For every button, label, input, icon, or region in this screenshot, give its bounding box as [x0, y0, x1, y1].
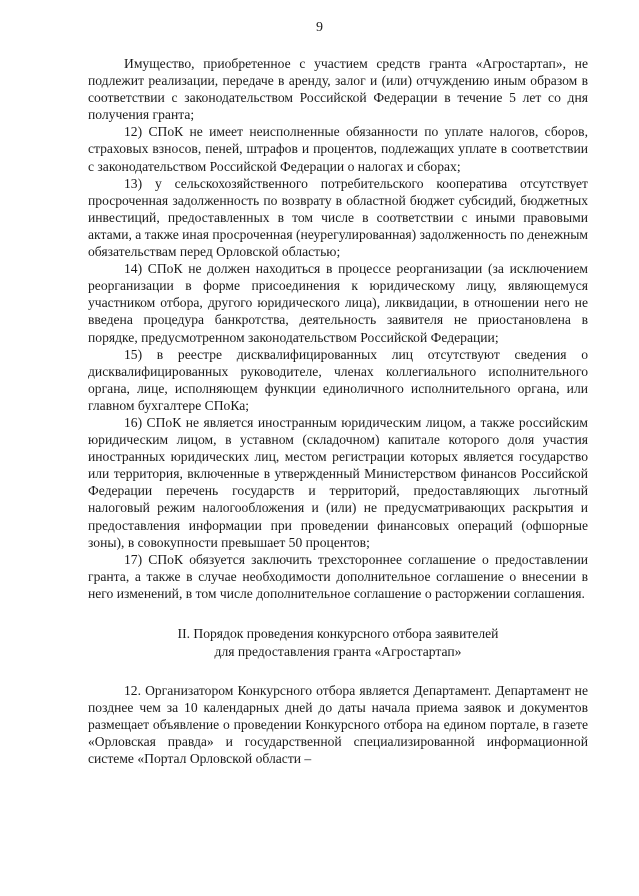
- paragraph-clause-12: 12. Организатором Конкурсного отбора является Департамент. Департамент не позднее чем за 10 календарных дней до даты начала приема заявок и документов размещает объявление о проведении Конкурсного отбора на едином портале, в газете «Орловская правда» и государственной специализированной информационной системе «Портал Орловской области –: [88, 683, 588, 767]
- paragraph-item-13: 13) у сельскохозяйственного потребительского кооператива отсутствует просроченная задолженность по возврату в областной бюджет субсидий, бюджетных инвестиций, предоставленных в том числе в соответствии с иными правовыми актами, а также иная просроченная (неурегулированная) задолженность по денежным обязательствам перед Орловской областью;: [88, 175, 588, 260]
- paragraph-property-restriction: Имущество, приобретенное с участием средств гранта «Агростартап», не подлежит реализации, передаче в аренду, залог и (или) отчуждению иным образом в соответствии с законодательством Российской Федерации в течение 5 лет со дня получения гранта;: [88, 56, 588, 123]
- section-heading-line-1: II. Порядок проведения конкурсного отбора заявителей: [177, 626, 499, 641]
- paragraph-item-12: 12) СПоК не имеет неисполненные обязанности по уплате налогов, сборов, страховых взносов, пеней, штрафов и процентов, подлежащих уплате в соответствии с законодательством Российской Федерации о налогах и сборах;: [88, 124, 588, 174]
- paragraph-item-14: 14) СПоК не должен находиться в процессе реорганизации (за исключением реорганизации в форме присоединения к юридическому лицу, являющемуся участником отбора, другого юридического лица), ликвидации, в отношении него не введена процедура банкротства, деятельность заявителя не приостановлена в порядке, предусмотренном законодательством Российской Федерации;: [88, 261, 588, 345]
- paragraph-item-16: 16) СПоК не является иностранным юридическим лицом, а также российским юридическим лицом, в уставном (складочном) капитале которого доля участия иностранных юридических лиц, местом регистрации которых является государство или территория, включенные в утвержденный Министерством финансов Российской Федерации перечень государств и территорий, предоставляющих льготный налоговый режим налогообложения и (или) не предусматривающих раскрытия и предоставления информации при проведении финансовых операций (офшорные зоны), в совокупности превышает 50 процентов;: [88, 414, 588, 550]
- section-heading: [88, 625, 588, 661]
- page-number: 9: [316, 20, 323, 35]
- paragraph-item-15: 15) в реестре дисквалифицированных лиц отсутствуют сведения о дисквалифицированных руководителе, членах коллегиального исполнительного органа, лице, исполняющем функции единоличного исполнительного органа, или главном бухгалтере СПоКа;: [88, 346, 588, 413]
- paragraph-item-17: 17) СПоК обязуется заключить трехстороннее соглашение о предоставлении гранта, а также в случае необходимости дополнительное соглашение о внесении в него изменений, в том числе дополнительное соглашение о расторжении соглашения.: [88, 551, 588, 601]
- document-body: [88, 55, 588, 767]
- section-heading-line-2: для предоставления гранта «Агростартап»: [214, 644, 462, 659]
